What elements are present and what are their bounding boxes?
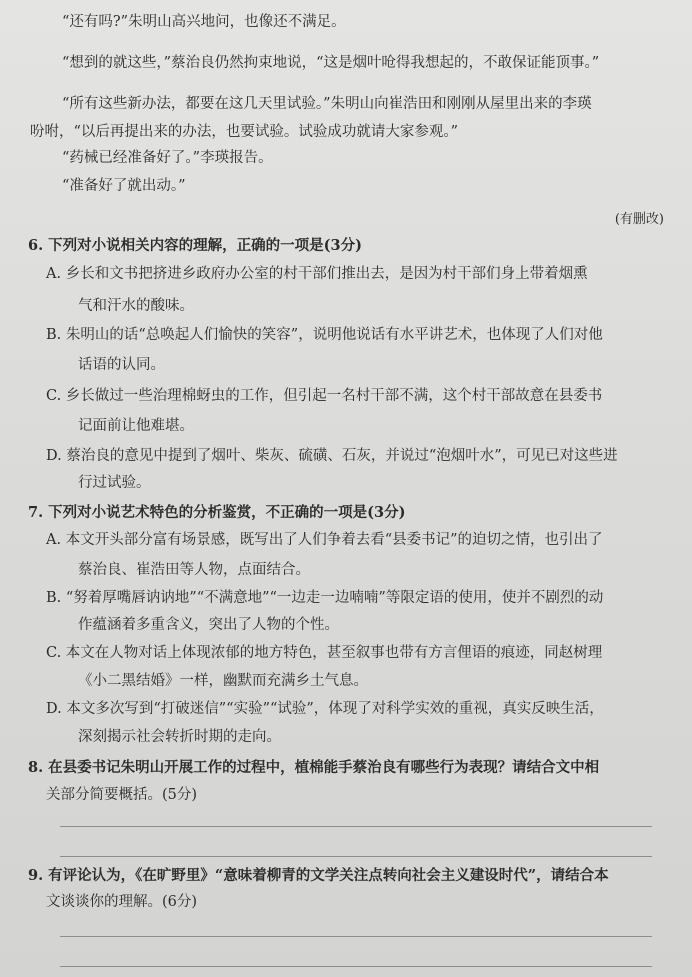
q7-option-a: A. 本文开头部分富有场景感，既写出了人们争着去看“县委书记”的迫切之情，也引出了 bbox=[46, 532, 603, 548]
q8-answer-line-1 bbox=[60, 826, 652, 827]
passage-line-2: “想到的就这些，”蔡治良仍然拘束地说，“这是烟叶呛得我想起的，不敢保证能顶事。” bbox=[62, 55, 600, 71]
passage-line-4: 吩咐，“以后再提出来的办法，也要试验。试验成功就请大家参观。” bbox=[30, 124, 459, 140]
q7-option-d: D. 本文多次写到“打破迷信”“实验”“试验”，体现了对科学实效的重视，真实反映生活， bbox=[46, 701, 604, 717]
q6-option-c-cont: 记面前让他难堪。 bbox=[78, 418, 194, 434]
passage-line-6: “准备好了就出动。” bbox=[62, 178, 186, 194]
q7-option-a-cont: 蔡治良、崔浩田等人物，点面结合。 bbox=[78, 562, 310, 578]
q7-option-d-cont: 深刻揭示社会转折时期的走向。 bbox=[78, 729, 281, 745]
q6-option-a-cont: 气和汗水的酸味。 bbox=[78, 298, 194, 314]
q7-option-c-cont: 《小二黑结婚》一样，幽默而充满乡土气息。 bbox=[78, 673, 368, 689]
q6-option-a: A. 乡长和文书把挤进乡政府办公室的村干部们推出去，是因为村干部们身上带着烟熏 bbox=[46, 266, 588, 282]
q7-option-b: B. “努着厚嘴唇讷讷地”“不满意地”“一边走一边喃喃”等限定语的使用，使并不剧烈的动 bbox=[46, 590, 604, 606]
q9-stem: 9. 有评论认为，《在旷野里》“意味着柳青的文学关注点转向社会主义建设时代”，请结合本 bbox=[28, 867, 609, 884]
q9-answer-line-2 bbox=[60, 966, 652, 967]
passage-line-5: “药械已经准备好了。”李瑛报告。 bbox=[62, 150, 273, 166]
q6-option-b: B. 朱明山的话“总唤起人们愉快的笑容”，说明他说话有水平讲艺术，也体现了人们对他 bbox=[46, 327, 603, 343]
q8-answer-line-2 bbox=[60, 856, 652, 857]
q8-stem: 8. 在县委书记朱明山开展工作的过程中，植棉能手蔡治良有哪些行为表现？请结合文中相 bbox=[28, 759, 600, 776]
q9-answer-line-1 bbox=[60, 936, 652, 937]
passage-line-3: “所有这些新办法，都要在这几天里试验。”朱明山向崔浩田和刚刚从屋里出来的李瑛 bbox=[62, 96, 592, 112]
q7-option-c: C. 本文在人物对话上体现浓郁的地方特色，甚至叙事也带有方言俚语的痕迹，同赵树理 bbox=[46, 645, 603, 661]
q9-stem-cont: 文谈谈你的理解。(6分) bbox=[46, 894, 198, 910]
q6-option-c: C. 乡长做过一些治理棉蚜虫的工作，但引起一名村干部不满，这个村干部故意在县委书 bbox=[46, 388, 603, 404]
q6-option-b-cont: 话语的认同。 bbox=[78, 357, 165, 373]
q8-stem-cont: 关部分简要概括。(5分) bbox=[46, 787, 198, 803]
source-note: (有删改) bbox=[614, 212, 664, 227]
q6-stem: 6. 下列对小说相关内容的理解，正确的一项是(3分) bbox=[28, 237, 362, 254]
passage-line-1: “还有吗?”朱明山高兴地问，也像还不满足。 bbox=[62, 14, 346, 30]
q6-option-d: D. 蔡治良的意见中提到了烟叶、柴灰、硫磺、石灰，并说过“泡烟叶水”，可见已对这些进 bbox=[46, 448, 618, 464]
q6-option-d-cont: 行过试验。 bbox=[78, 475, 151, 491]
q7-option-b-cont: 作蕴涵着多重含义，突出了人物的个性。 bbox=[78, 617, 339, 633]
q7-stem: 7. 下列对小说艺术特色的分析鉴赏，不正确的一项是(3分) bbox=[28, 504, 406, 521]
